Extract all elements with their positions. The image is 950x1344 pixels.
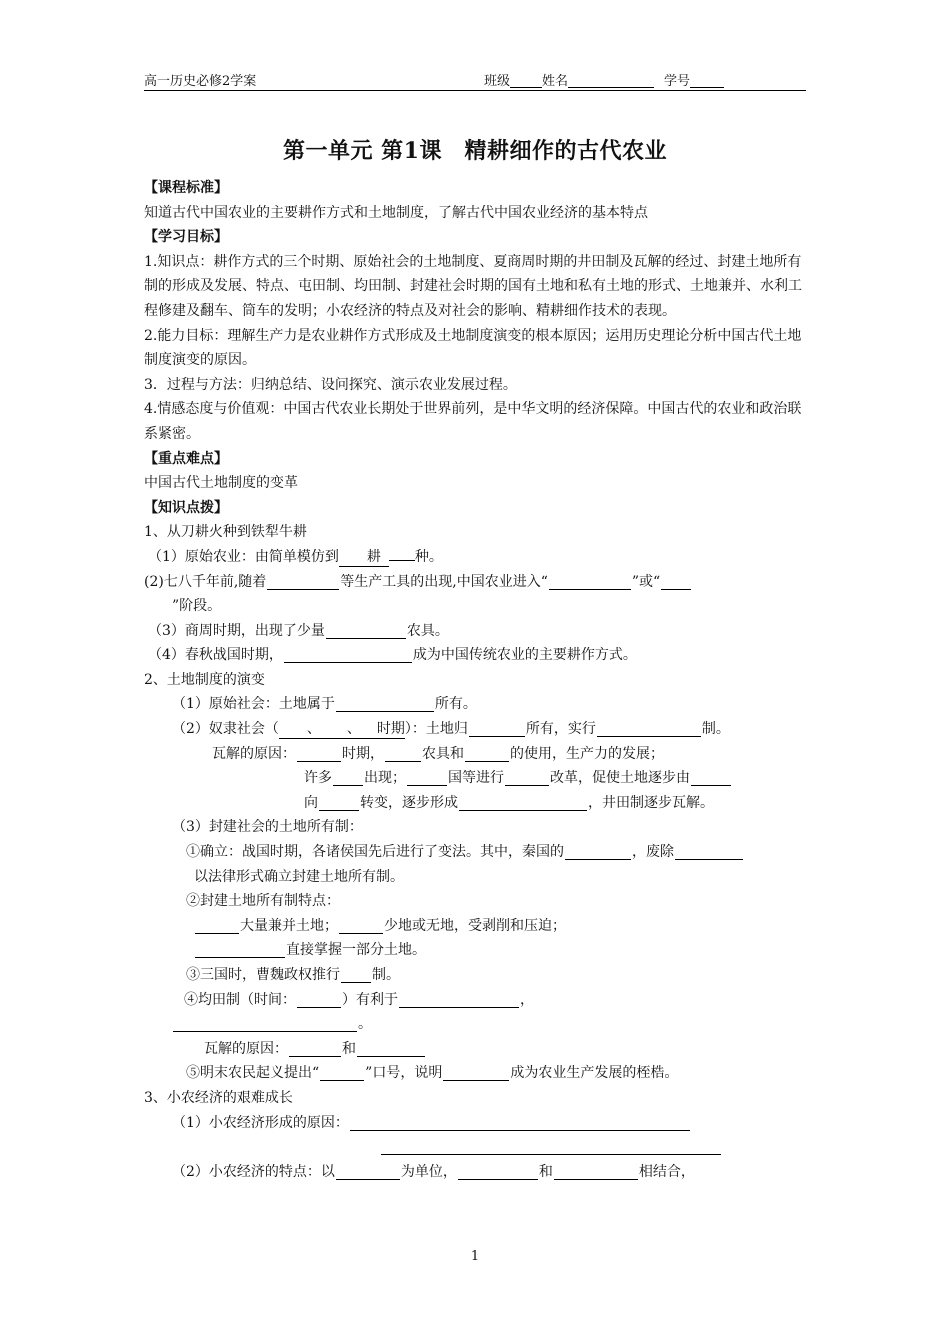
text: ，: [520, 991, 534, 1008]
section-heading-standard: 【课程标准】: [144, 180, 228, 196]
text: 出现；: [364, 770, 406, 787]
text: 大量兼并土地；: [240, 917, 338, 934]
part2-line7: [144, 840, 810, 865]
student-info: [484, 70, 724, 89]
number-blank[interactable]: [690, 73, 724, 88]
text: （4）春秋战国时期，: [148, 647, 283, 664]
part3-heading: 3、小农经济的艰难成长: [144, 1089, 293, 1106]
text: 所有，实行: [525, 721, 596, 738]
course-label: 高一历史必修2学案: [144, 74, 257, 89]
text: 为单位，: [400, 1163, 457, 1180]
blank[interactable]: [319, 793, 359, 811]
text: 和: [538, 1163, 553, 1180]
part3-line2: [144, 1160, 810, 1185]
name-label: 姓名: [542, 74, 569, 89]
document-body: [144, 176, 810, 1184]
text: （1）原始农业：由简单模仿到: [148, 548, 339, 565]
text: 和: [342, 1040, 356, 1057]
part2-line9: ②封建土地所有制特点：: [186, 893, 340, 910]
part2-line8: 以法律形式确立封建土地所有制。: [194, 868, 404, 885]
text: 所有。: [434, 696, 477, 713]
text: （2）奴隶社会（: [172, 721, 279, 738]
text: 许多: [304, 770, 332, 787]
part2-line16: [144, 1061, 810, 1086]
text: （3）商周时期，出现了少量: [148, 622, 325, 639]
blank[interactable]: [350, 1113, 690, 1131]
number-label: 学号: [664, 74, 691, 89]
page-header: [144, 70, 806, 91]
part1-line1: [144, 545, 810, 570]
part1-heading: 1、从刀耕火种到铁犁牛耕: [144, 524, 307, 541]
text: 制。: [701, 721, 730, 738]
blank[interactable]: [336, 1162, 400, 1180]
blank[interactable]: [661, 572, 691, 590]
blank[interactable]: [549, 572, 631, 590]
part2-line15: [144, 1037, 810, 1062]
blank[interactable]: [341, 965, 371, 983]
text: ③三国时，曹魏政权推行: [186, 967, 340, 983]
blank[interactable]: [333, 768, 363, 786]
blank[interactable]: [505, 768, 549, 786]
blank[interactable]: [339, 916, 383, 934]
text: 转变，逐步形成: [360, 794, 458, 811]
class-blank[interactable]: [510, 73, 542, 88]
text: 向: [304, 794, 318, 811]
part1-line3: [144, 619, 810, 644]
text: 直接掌握一部分土地。: [286, 942, 426, 959]
part2-line10: [144, 914, 810, 939]
part2-line3: [144, 742, 810, 767]
text: 种。: [414, 548, 443, 565]
text: 少地或无地，受剥削和压迫；: [384, 917, 566, 934]
blank[interactable]: [465, 744, 509, 762]
text: ⑤明末农民起义提出“: [186, 1065, 320, 1082]
section-heading-knowledge: 【知识点拨】: [144, 499, 228, 516]
text: ”或“: [631, 573, 661, 590]
text: ①确立：战国时期，各诸侯国先后进行了变法。其中，秦国的: [186, 844, 564, 861]
part2-line12: [144, 963, 810, 988]
section-heading-goals: 【学习目标】: [144, 229, 228, 246]
standard-text: 知道古代中国农业的主要耕作方式和土地制度，了解古代中国农业经济的基本特点: [144, 204, 648, 221]
part2-heading: 2、土地制度的演变: [144, 671, 265, 688]
text: 相结合，: [638, 1163, 695, 1180]
page-number: 1: [470, 1249, 480, 1264]
part3-line1-cont: [144, 1135, 810, 1160]
part2-line6: （3）封建社会的土地所有制：: [172, 819, 363, 836]
blank[interactable]: [385, 744, 421, 762]
blank[interactable]: [289, 1039, 341, 1057]
blank-filled: 耕: [339, 548, 389, 567]
blank[interactable]: [336, 694, 434, 712]
text: 成为农业生产发展的桎梏。: [510, 1065, 679, 1082]
blank[interactable]: [326, 621, 406, 639]
blank[interactable]: [565, 842, 631, 860]
text: 瓦解的原因：: [212, 745, 296, 762]
text: 国等进行: [448, 770, 504, 787]
text: ）有利于: [342, 991, 398, 1008]
text: 时期: [376, 721, 405, 738]
part2-line11: [144, 938, 810, 963]
text: ，井田制逐步瓦解。: [588, 794, 714, 811]
blank[interactable]: [284, 645, 412, 663]
section-heading-key: 【重点难点】: [144, 450, 228, 467]
text: (2)七八千年前,随着: [144, 573, 267, 590]
text: （1）小农经济形成的原因：: [172, 1114, 349, 1131]
text: 瓦解的原因：: [204, 1040, 288, 1057]
text: 。: [358, 1016, 372, 1033]
text: 、: [346, 721, 361, 738]
blank[interactable]: [597, 719, 701, 737]
text: 改革，促使土地逐步由: [550, 770, 690, 787]
key-text: 中国古代土地制度的变革: [144, 475, 298, 492]
blank[interactable]: [267, 572, 339, 590]
goal-emotion: 4.情感态度与价值观：中国古代农业长期处于世界前列，是中华文明的经济保障。中国古代的农业和政治联系紧密。: [144, 401, 802, 442]
blank[interactable]: [407, 768, 447, 786]
text: （1）原始社会：土地属于: [172, 696, 335, 713]
blank[interactable]: [357, 1039, 425, 1057]
text: （2）小农经济的特点：以: [172, 1163, 335, 1180]
part1-line2-cont: ”阶段。: [172, 598, 222, 615]
part1-line2: [144, 570, 810, 595]
blank[interactable]: [389, 560, 415, 561]
blank[interactable]: [459, 793, 587, 811]
part1-line4: [144, 643, 810, 668]
part2-line5: [144, 791, 810, 816]
blank[interactable]: [195, 940, 285, 958]
blank-series[interactable]: [279, 720, 405, 739]
class-label: 班级: [484, 74, 511, 89]
part2-line14: [144, 1012, 810, 1037]
blank[interactable]: [381, 1137, 721, 1155]
blank[interactable]: [399, 990, 519, 1008]
blank[interactable]: [173, 1014, 357, 1032]
name-blank[interactable]: [568, 73, 654, 88]
blank[interactable]: [320, 1063, 364, 1081]
goal-ability: 2.能力目标：理解生产力是农业耕作方式形成及土地制度演变的根本原因；运用历史理论分析中国古代土地制度演变的原因。: [144, 327, 802, 369]
goal-process: 3．过程与方法：归纳总结、设问探究、演示农业发展过程。: [144, 376, 517, 393]
blank[interactable]: [554, 1162, 638, 1180]
text: ”口号，说明: [365, 1065, 443, 1082]
lesson-title: 第一单元 第1课 精耕细作的古代农业: [283, 138, 667, 164]
part3-line1: [144, 1111, 810, 1136]
blank[interactable]: [458, 1162, 538, 1180]
blank[interactable]: [195, 916, 239, 934]
part2-line4: [144, 766, 810, 791]
blank[interactable]: [297, 990, 341, 1008]
text: 等生产工具的出现,中国农业进入“: [340, 573, 548, 590]
text: ，废除: [632, 844, 674, 861]
part2-line2: [144, 717, 810, 742]
text: 农具。: [406, 622, 449, 639]
text: 、: [306, 721, 321, 738]
blank[interactable]: [443, 1063, 509, 1081]
text: ④均田制（时间：: [184, 991, 296, 1008]
part2-line13: [144, 988, 810, 1013]
text: 制。: [372, 967, 400, 983]
text: 的使用，生产力的发展；: [510, 745, 664, 762]
blank[interactable]: [675, 842, 743, 860]
part2-line1: [144, 692, 810, 717]
text: 成为中国传统农业的主要耕作方式。: [412, 647, 637, 664]
blank[interactable]: [469, 719, 525, 737]
blank[interactable]: [691, 768, 731, 786]
text: ）：土地归: [404, 721, 468, 738]
blank[interactable]: [297, 744, 341, 762]
text: 时期，: [342, 745, 384, 762]
text: 农具和: [422, 745, 464, 762]
goal-knowledge: 1.知识点：耕作方式的三个时期、原始社会的土地制度、夏商周时期的井田制及瓦解的经过、封建土地所有制的形成及发展、特点、屯田制、均田制、封建社会时期的国有土地和私有土地的形式、土地兼并、水利工程修建及翻车、筒车的发明；小农经济的特点及对社会的影响、精耕细作技术的表现。: [144, 253, 802, 319]
